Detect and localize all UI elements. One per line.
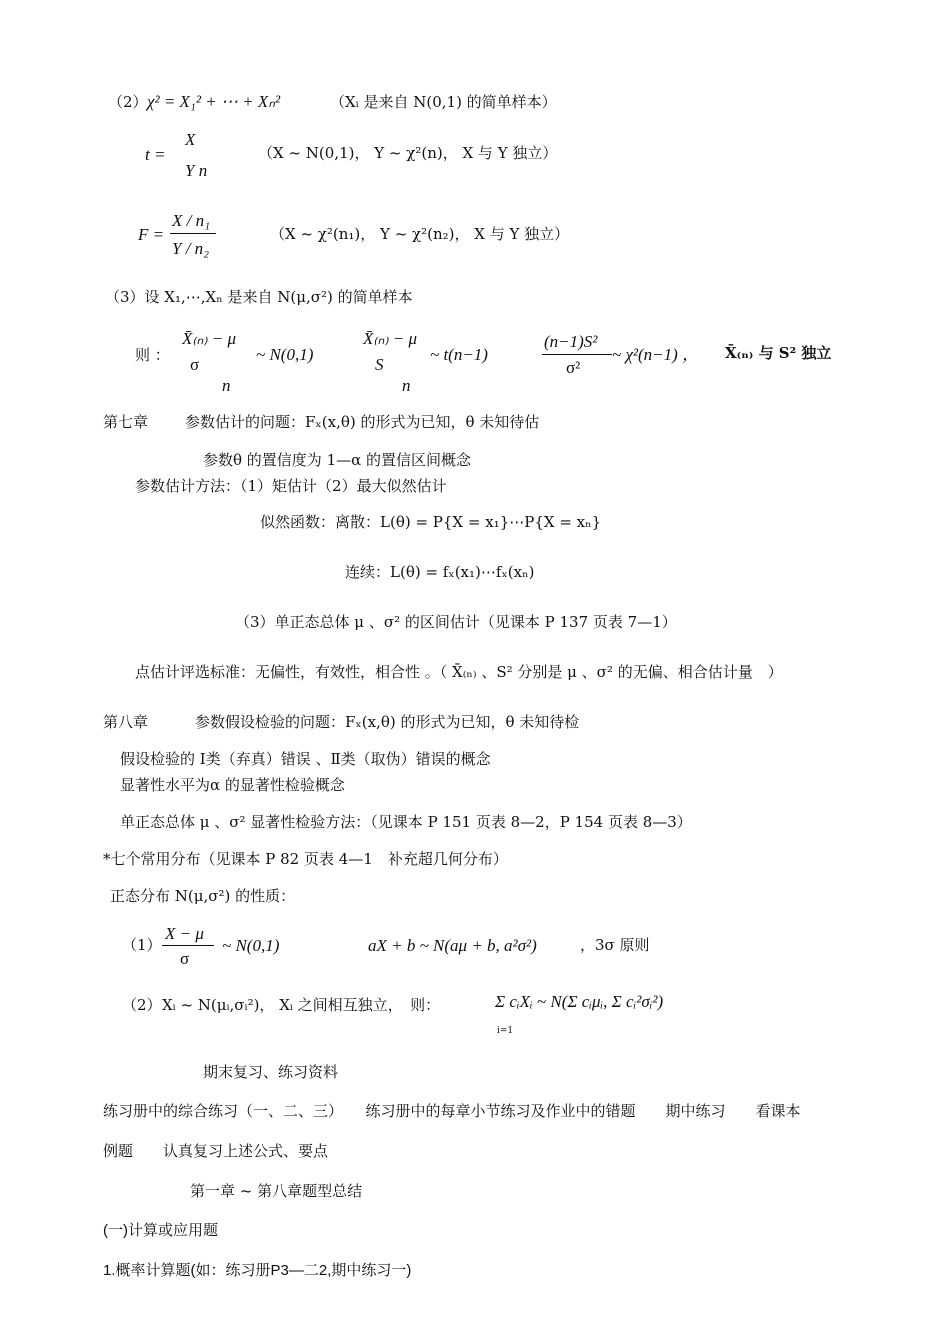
likelihood-discrete: 似然函数：离散：L(θ) = P{X = x₁}⋯P{X = xₙ} bbox=[260, 513, 602, 531]
chapter7-title: 第七章 bbox=[103, 413, 149, 431]
formula2-rhs: ~ t(n−1) bbox=[430, 345, 488, 364]
property2-index: i=1 bbox=[497, 1026, 514, 1036]
formula3-fraction-bar bbox=[542, 354, 612, 355]
property1-rhs: ~ N(0,1) bbox=[222, 936, 280, 955]
formula1-denominator: σ bbox=[190, 355, 200, 374]
chapter7-interval: （3）单正态总体 μ 、σ² 的区间估计（见课本 P 137 页表 7—1） bbox=[235, 613, 677, 631]
formula4-independence: X̄₍ₙ₎ 与 S² 独立 bbox=[725, 344, 832, 362]
property1-numerator: X − μ bbox=[165, 924, 204, 943]
chi-square-definition: χ² = X₁² + ⋯ + Xₙ² bbox=[147, 92, 281, 111]
property1-fraction-bar bbox=[162, 945, 214, 946]
chi-square-note: （Xᵢ 是来自 N(0,1) 的简单样本） bbox=[330, 93, 557, 111]
f-fraction-bar bbox=[170, 233, 216, 234]
chapter7-criteria: 点估计评选标准：无偏性，有效性，相合性 。（ X̄₍ₙ₎ 、S² 分别是 μ 、σ² 的无偏、相合估计量 ） bbox=[135, 663, 783, 681]
property2-label: （2） bbox=[122, 996, 162, 1014]
chapter8-errors: 假设检验的 Ⅰ类（弃真）错误 、Ⅱ类（取伪）错误的概念 bbox=[120, 750, 491, 768]
property2-text: Xᵢ ~ N(μᵢ,σᵢ²)， Xᵢ 之间相互独立， 则： bbox=[162, 996, 441, 1014]
formula1-numerator: X̄₍ₙ₎ − μ bbox=[182, 329, 237, 348]
chapter7-methods: 参数估计方法：（1）矩估计（2）最大似然估计 bbox=[135, 477, 447, 495]
chapter8-significance: 显著性水平为α 的显著性检验概念 bbox=[120, 776, 345, 794]
chapter8-title: 第八章 bbox=[103, 713, 149, 731]
formula1-rhs: ~ N(0,1) bbox=[256, 345, 314, 364]
review-part1: (一)计算或应用题 bbox=[103, 1222, 218, 1239]
review-heading: 期末复习、练习资料 bbox=[203, 1063, 339, 1081]
review-summary: 第一章 ~ 第八章题型总结 bbox=[190, 1182, 363, 1200]
formula3-rhs: ~ χ²(n−1) ， bbox=[612, 345, 700, 364]
property1-linear: aX + b ~ N(aμ + b, a²σ²) bbox=[368, 936, 537, 955]
likelihood-continuous: 连续：L(θ) = fₓ(x₁)⋯fₓ(xₙ) bbox=[345, 563, 535, 581]
property1-denominator: σ bbox=[180, 949, 190, 968]
property1-label: （1） bbox=[122, 936, 162, 954]
property1-rule: ，3σ 原则 bbox=[580, 936, 650, 954]
formula2-numerator: X̄₍ₙ₎ − μ bbox=[363, 329, 418, 348]
f-lhs: F = bbox=[138, 225, 165, 244]
formula1-denominator-sqrt: n bbox=[222, 376, 231, 395]
review-line2: 例题 认真复习上述公式、要点 bbox=[103, 1142, 329, 1160]
t-note: （X ~ N(0,1)， Y ~ χ²(n)， X 与 Y 独立） bbox=[258, 144, 558, 162]
f-numerator: X / n₁ bbox=[172, 211, 211, 230]
formula3-numerator: (n−1)S² bbox=[544, 332, 598, 351]
formula2-denominator-sqrt: n bbox=[402, 376, 411, 395]
f-note: （X ~ χ²(n₁)， Y ~ χ²(n₂)， X 与 Y 独立） bbox=[270, 225, 570, 243]
chapter8-problem: 参数假设检验的问题：Fₓ(x,θ) 的形式为已知，θ 未知待检 bbox=[195, 713, 580, 731]
sec3-intro: （3）设 X₁,⋯,Xₙ 是来自 N(μ,σ²) 的简单样本 bbox=[105, 288, 413, 306]
t-lhs: t = bbox=[145, 145, 166, 164]
property2-formula: Σ cᵢXᵢ ~ N(Σ cᵢμᵢ, Σ cᵢ²σᵢ²) bbox=[495, 992, 664, 1011]
f-denominator: Y / n₂ bbox=[172, 239, 210, 258]
chapter8-method: 单正态总体 μ 、σ² 显著性检验方法：（见课本 P 151 页表 8—2，P 154 页表 8—3） bbox=[120, 813, 692, 831]
review-item1: 1.概率计算题(如：练习册P3—二2,期中练习一) bbox=[103, 1262, 412, 1279]
t-denominator: Y n bbox=[185, 161, 208, 180]
sec3-then: 则 ： bbox=[135, 346, 170, 364]
formula3-denominator: σ² bbox=[566, 358, 581, 377]
chapter7-problem: 参数估计的问题：Fₓ(x,θ) 的形式为已知，θ 未知待估 bbox=[185, 413, 540, 431]
chapter7-confidence: 参数θ 的置信度为 1—α 的置信区间概念 bbox=[203, 451, 472, 469]
normal-properties: 正态分布 N(μ,σ²) 的性质： bbox=[110, 887, 296, 905]
t-numerator: X bbox=[185, 130, 196, 149]
distributions-title: *七个常用分布（见课本 P 82 页表 4—1 补充超几何分布） bbox=[103, 850, 508, 868]
formula2-denominator: S bbox=[375, 355, 384, 374]
review-line1: 练习册中的综合练习（一、二、三） 练习册中的每章小节练习及作业中的错题 期中练习 看课本 bbox=[103, 1102, 801, 1120]
sec2-label: （2） bbox=[108, 93, 148, 111]
